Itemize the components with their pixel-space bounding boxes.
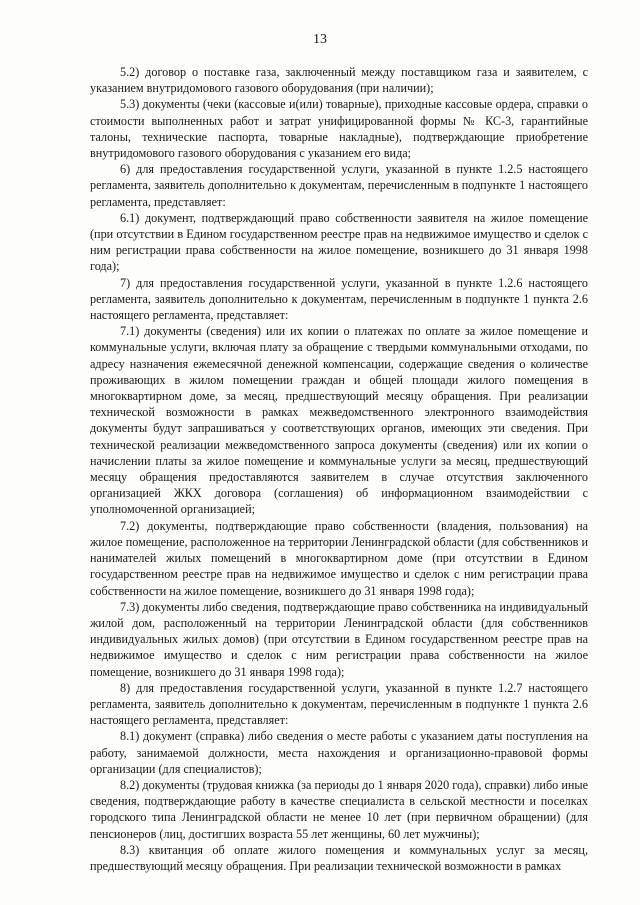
paragraph-7: 7) для предоставления государственной услуги, указанной в пункте 1.2.6 настоящего регламента, заявитель дополнительно к документам, перечисленным в подпункте 1 пункта 2.6 настоящего регламента, представляет: bbox=[90, 275, 588, 323]
paragraph-8-2: 8.2) документы (трудовая книжка (за периоды до 1 января 2020 года), справки) либо иные сведения, подтверждающие работу в качестве специалиста в сельской местности и поселках городского типа Ленинградской области не менее 10 лет (при первичном обращении) (для пенсионеров (лиц, достигших возраста 55 лет женщины, 60 лет мужчины); bbox=[90, 777, 588, 841]
paragraph-7-1: 7.1) документы (сведения) или их копии о платежах по оплате за жилое помещение и коммунальные услуги, включая плату за обращение с твердыми коммунальными отходами, по адресу назначения ежемесячной денежной компенсации, содержащие сведения о количестве проживающих в жилом помещении граждан и общей площади жилого помещения в многоквартирном доме, за месяц, предшествующий месяцу обращения. При реализации технической возможности в рамках межведомственного электронного взаимодействия документы будут запрашиваться у соответствующих органов, имеющих эти сведения. При технической реализации межведомственного запроса документы (сведения) или их копии о начислении платы за жилое помещение и коммунальные услуги за месяц, предшествующий месяцу обращения предоставляются заявителем в случае отсутствия заключенного организацией ЖКХ договора (соглашения) об информационном взаимодействии с уполномоченной организацией; bbox=[90, 324, 588, 517]
paragraph-8-1: 8.1) документ (справка) либо сведения о месте работы с указанием даты поступления на работу, занимаемой должности, места нахождения и организационно-правовой формы организации (для специалистов); bbox=[90, 729, 588, 776]
paragraph-5-3: 5.3) документы (чеки (кассовые и(или) товарные), приходные кассовые ордера, справки о стоимости выполненных работ и затрат унифицированной формы № КС-3, гарантийные талоны, технические паспорта, товарные накладные), подтверждающие приобретение внутридомового газового оборудования с указанием его вида; bbox=[90, 97, 588, 161]
paragraph-5-2: 5.2) договор о поставке газа, заключенный между поставщиком газа и заявителем, с указанием внутридомового газового оборудования (при наличии); bbox=[90, 65, 588, 96]
paragraph-6: 6) для предоставления государственной услуги, указанной в пункте 1.2.5 настоящего регламента, заявитель дополнительно к документам, перечисленным в подпункте 1 настоящего регламента, представляет: bbox=[90, 162, 588, 209]
paragraph-6-1: 6.1) документ, подтверждающий право собственности заявителя на жилое помещение (при отсутствии в Едином государственном реестре прав на недвижимое имущество и сделок с ним регистрации права собственности на жилое помещение, возникшего до 31 января 1998 года); bbox=[90, 210, 588, 274]
paragraph-7-3: 7.3) документы либо сведения, подтверждающие право собственника на индивидуальный жилой дом, расположенный на территории Ленинградской области (для собственников индивидуальных жилых домов) (при отсутствии в Едином государственном реестре прав на недвижимое имущество и сделок с ним регистрации права собственности на жилое помещение, возникшего до 31 января 1998 года); bbox=[90, 599, 588, 679]
paragraph-8-3: 8.3) квитанция об оплате жилого помещения и коммунальных услуг за месяц, предшествующий месяцу обращения. При реализации технической возможности в рамках bbox=[90, 842, 588, 873]
paragraph-7-2: 7.2) документы, подтверждающие право собственности (владения, пользования) на жилое помещение, расположенное на территории Ленинградской области (для собственников и нанимателей жилых помещений в многоквартирном доме (при отсутствии в Едином государственном реестре прав на недвижимое имущество и сделок с ним регистрации права собственности на жилое помещение, возникшего до 31 января 1998 года); bbox=[90, 518, 588, 598]
document-body bbox=[90, 64, 588, 874]
page-number: 13 bbox=[313, 32, 327, 47]
paragraph-8: 8) для предоставления государственной услуги, указанной в пункте 1.2.7 настоящего регламента, заявитель дополнительно к документам, перечисленным в подпункте 1 пункта 2.6 настоящего регламента, представляет: bbox=[90, 680, 588, 728]
